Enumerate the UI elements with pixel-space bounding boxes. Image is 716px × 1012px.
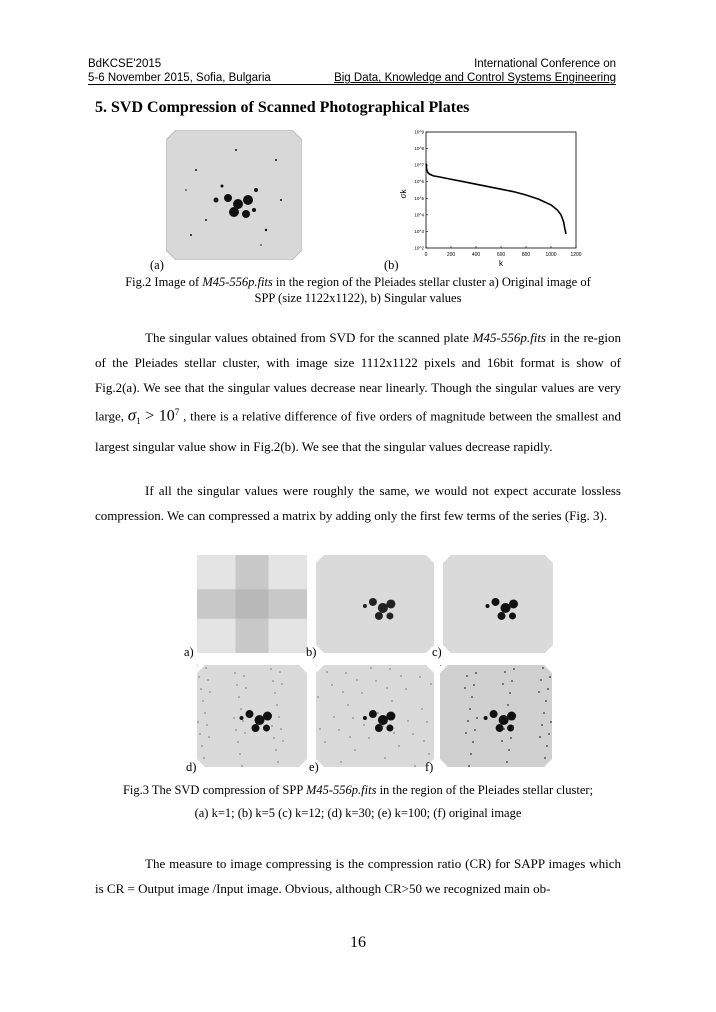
chart-plot-area <box>426 132 576 248</box>
fig2b-singular-values-chart <box>398 126 584 268</box>
fig3c-k12-image <box>443 555 553 653</box>
fig3-caption: Fig.3 The SVD compression of SPP M45-556p.fits in the region of the Pleiades stellar cluster; (a) k=1; (b) k=5 (c) k=12; (d) k=30; (e) k=100; (f) original image <box>122 783 594 820</box>
fig3f-original-image <box>440 665 552 767</box>
chart-x-tick-label-0: 0 <box>424 252 428 258</box>
chart-y-tick-label-5: 10^7 <box>414 162 424 168</box>
chart-x-tick-label-6: 1200 <box>570 252 582 258</box>
chart-x-tick-label-5: 1000 <box>545 252 557 258</box>
chart-x-tick-label-1: 200 <box>446 252 456 258</box>
fig3a-k1-image <box>197 555 307 653</box>
chart-y-tick-label-0: 10^2 <box>414 245 424 251</box>
section-title: 5. SVD Compression of Scanned Photographical Plates <box>95 99 470 116</box>
chart-y-tick-label-6: 10^8 <box>414 146 424 152</box>
fig3-label-a: a) <box>184 645 194 659</box>
paragraph-3: The measure to image compressing is the compression ratio (CR) for SAPP images which is CR = Output image /Input image. Obvious, although CR>50 we recognized main ob- <box>95 856 621 896</box>
header-rule <box>88 84 616 85</box>
chart-x-tick-label-2: 400 <box>471 252 481 258</box>
fig3-label-f: f) <box>425 760 434 774</box>
fig3-label-c: c) <box>432 645 442 659</box>
chart-x-tick-label-4: 800 <box>521 252 531 258</box>
chart-x-tick-label-3: 600 <box>496 252 506 258</box>
fig2-label-b: (b) <box>384 258 399 272</box>
chart-y-tick-label-2: 10^4 <box>414 212 424 218</box>
fig3d-k30-image <box>197 665 307 767</box>
paragraph-1: The singular values obtained from SVD for the scanned plate M45-556p.fits in the re-gion of the Pleiades stellar cluster, with image size 1112x1122 pixels and 16bit format is show of Fig.2(a). We see that the singular values decrease near linearly. Though the singular values are very large, $\sigma_1 > 10^7$ , there is a relative difference of five orders of magnitude between the smallest and largest singular value show in Fig.2(b). We see that the singular values decrease rapidly. <box>95 330 622 454</box>
header-conference-short: BdKCSE'2015 <box>88 58 162 70</box>
header-conference-subtitle: Big Data, Knowledge and Control Systems Engineering <box>334 72 616 84</box>
chart-y-tick-label-1: 10^3 <box>414 228 424 234</box>
fig3-label-e: e) <box>309 760 319 774</box>
fig3e-k100-image <box>316 665 434 767</box>
chart-y-tick-label-7: 10^9 <box>414 129 424 135</box>
chart-x-label: k <box>499 259 503 268</box>
chart-y-tick-label-4: 10^6 <box>414 179 424 185</box>
page-number: 16 <box>350 934 366 951</box>
fig3-label-d: d) <box>186 760 197 774</box>
fig2-caption: Fig.2 Image of M45-556p.fits in the region of the Pleiades stellar cluster a) Original image of SPP (size 1122x1122), b) Singular values <box>125 275 591 305</box>
fig3-label-b: b) <box>306 645 317 659</box>
header-dates: 5-6 November 2015, Sofia, Bulgaria <box>88 72 271 84</box>
paragraph-2: If all the singular values were roughly the same, we would not expect accurate lossless compression. We can compressed a matrix by adding only the first few terms of the series (Fig. 3). <box>95 483 621 523</box>
chart-y-tick-label-3: 10^5 <box>414 195 424 201</box>
fig2-label-a: (a) <box>150 258 164 272</box>
fig2a-plate-image <box>166 130 302 260</box>
chart-y-label: σk <box>399 189 408 199</box>
header-conference-title: International Conference on <box>474 58 616 70</box>
fig3b-k5-image <box>316 555 434 653</box>
